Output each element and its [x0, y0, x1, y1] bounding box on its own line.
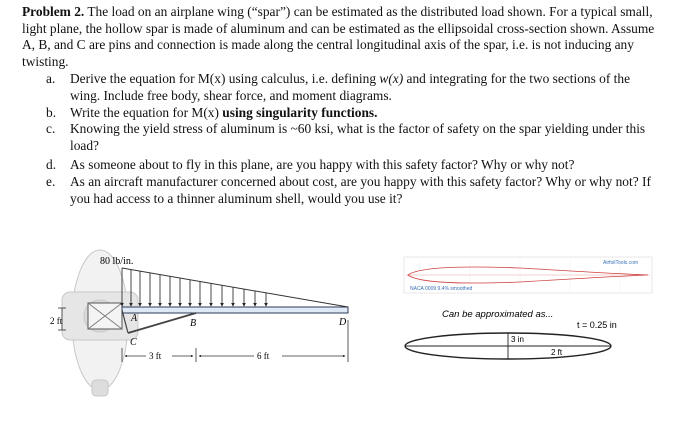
- distributed-load: [122, 268, 348, 307]
- question-label: d.: [46, 157, 57, 173]
- airfoil-caption: NACA 0009 9.4% smoothed: [410, 286, 473, 292]
- question-text: Derive the equation for M(x) using calculus, i.e. defining: [70, 71, 380, 87]
- point-a-label: A: [131, 313, 138, 324]
- load-label: 80 lb/in.: [100, 256, 134, 267]
- question-text-italic: w(x): [379, 71, 404, 87]
- width-dim-label: 2 ft: [551, 348, 563, 357]
- watermark-text: AirfoilTools.com: [603, 260, 639, 266]
- question-text: As someone about to fly in this plane, are you happy with this safety factor? Why or why not?: [70, 157, 575, 173]
- point-d-label: D: [339, 317, 347, 328]
- question-text-bold: using singularity functions.: [222, 104, 378, 120]
- thickness-label: t = 0.25 in: [577, 320, 617, 330]
- dim-right-label: 6 ft: [257, 351, 270, 361]
- problem-title: Problem 2.: [22, 4, 85, 19]
- dim-left-label: 3 ft: [149, 351, 162, 361]
- question-label: a.: [46, 71, 56, 87]
- question-text: Knowing the yield stress of aluminum is ~60 ksi, what is the factor of safety on the spar yielding under this load?: [70, 121, 646, 153]
- approx-caption: Can be approximated as...: [442, 309, 554, 320]
- height-dim-label: 3 in: [511, 335, 524, 344]
- question-text: As an aircraft manufacturer concerned about cost, are you happy with this safety factor? Why or why not? If you had access to a thinner aluminum shell, would you use it?: [70, 173, 651, 206]
- problem-intro-text: The load on an airplane wing (“spar”) can be estimated as the distributed load shown. For a typical small, light plane, the hollow spar is made of aluminum and can be estimated as the ellipsoidal cross-section shown. Assume A, B, and C are pins and connection is made along the central longitudinal axis of the spar, i.e. is not inducing any twisting.: [22, 4, 655, 69]
- point-b-label: B: [190, 318, 197, 329]
- question-text: Write the equation for M(x): [70, 104, 223, 120]
- question-text: and integrating for the two sections of the wing. Include free body, shear force, and moment diagrams.: [70, 71, 631, 103]
- question-label: c.: [46, 121, 56, 137]
- question-label: e.: [46, 173, 56, 189]
- ellipse-cross-section: [405, 333, 611, 359]
- height-label: 2 ft: [50, 316, 63, 326]
- point-c-label: C: [130, 337, 137, 348]
- question-label: b.: [46, 104, 57, 120]
